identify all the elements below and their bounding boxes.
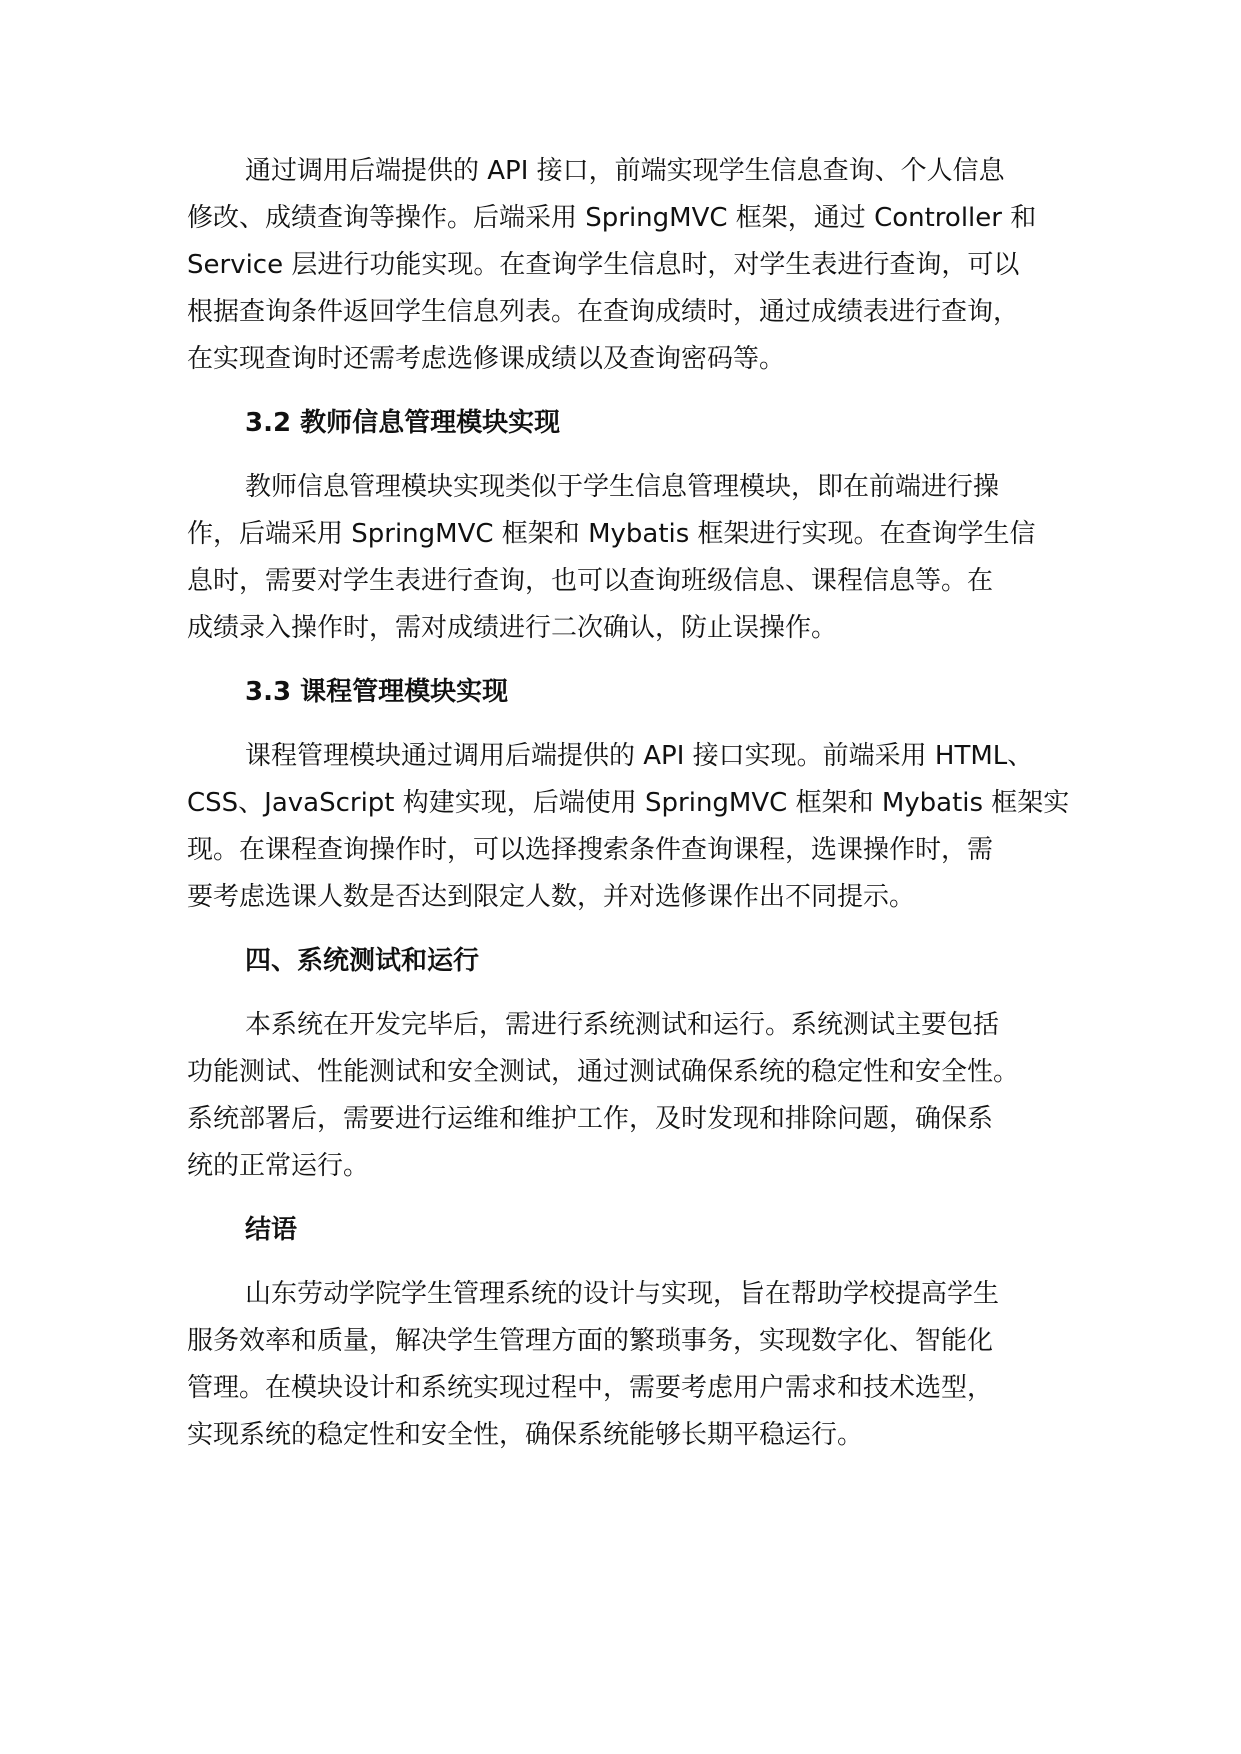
section-heading-testing: 四、系统测试和运行 <box>245 946 480 976</box>
paragraph-line: Service 层进行功能实现。在查询学生信息时，对学生表进行查询，可以 <box>187 250 1020 280</box>
paragraph-line: 要考虑选课人数是否达到限定人数，并对选修课作出不同提示。 <box>187 882 916 912</box>
paragraph-line: 本系统在开发完毕后，需进行系统测试和运行。系统测试主要包括 <box>245 1010 1000 1040</box>
paragraph-line: 统的正常运行。 <box>187 1151 370 1181</box>
paragraph-student-module <box>187 148 1087 383</box>
paragraph-line: 服务效率和质量，解决学生管理方面的繁琐事务，实现数字化、智能化 <box>187 1326 994 1356</box>
paragraph-line: 实现系统的稳定性和安全性，确保系统能够长期平稳运行。 <box>187 1420 864 1450</box>
paragraph-line: 教师信息管理模块实现类似于学生信息管理模块，即在前端进行操 <box>245 472 1000 502</box>
paragraph-line: 修改、成绩查询等操作。后端采用 SpringMVC 框架，通过 Controller 和 <box>187 203 1037 233</box>
paragraph-line: 息时，需要对学生表进行查询，也可以查询班级信息、课程信息等。在 <box>187 566 994 596</box>
paragraph-line: 作，后端采用 SpringMVC 框架和 Mybatis 框架进行实现。在查询学生信 <box>187 519 1036 549</box>
paragraph-line: CSS、JavaScript 构建实现，后端使用 SpringMVC 框架和 Mybatis 框架实 <box>187 788 1070 818</box>
paragraph-conclusion <box>187 1271 1087 1459</box>
paragraph-teacher-module <box>187 464 1087 652</box>
paragraph-line: 管理。在模块设计和系统实现过程中，需要考虑用户需求和技术选型， <box>187 1373 994 1403</box>
paragraph-line: 通过调用后端提供的 API 接口，前端实现学生信息查询、个人信息 <box>245 156 1005 186</box>
paragraph-line: 根据查询条件返回学生信息列表。在查询成绩时，通过成绩表进行查询， <box>187 297 1020 327</box>
document-body <box>187 148 1087 1476</box>
section-heading-3-2: 3.2 教师信息管理模块实现 <box>245 408 561 438</box>
paragraph-course-module <box>187 733 1087 921</box>
paragraph-line: 功能测试、性能测试和安全测试，通过测试确保系统的稳定性和安全性。 <box>187 1057 1020 1087</box>
paragraph-testing <box>187 1002 1087 1190</box>
paragraph-line: 山东劳动学院学生管理系统的设计与实现，旨在帮助学校提高学生 <box>245 1279 1000 1309</box>
paragraph-line: 课程管理模块通过调用后端提供的 API 接口实现。前端采用 HTML、 <box>245 741 1034 771</box>
paragraph-line: 成绩录入操作时，需对成绩进行二次确认，防止误操作。 <box>187 613 838 643</box>
paragraph-line: 系统部署后，需要进行运维和维护工作，及时发现和排除问题，确保系 <box>187 1104 994 1134</box>
section-heading-conclusion: 结语 <box>245 1215 298 1245</box>
section-heading-3-3: 3.3 课程管理模块实现 <box>245 677 509 707</box>
paragraph-line: 在实现查询时还需考虑选修课成绩以及查询密码等。 <box>187 344 786 374</box>
paragraph-line: 现。在课程查询操作时，可以选择搜索条件查询课程，选课操作时，需 <box>187 835 994 865</box>
